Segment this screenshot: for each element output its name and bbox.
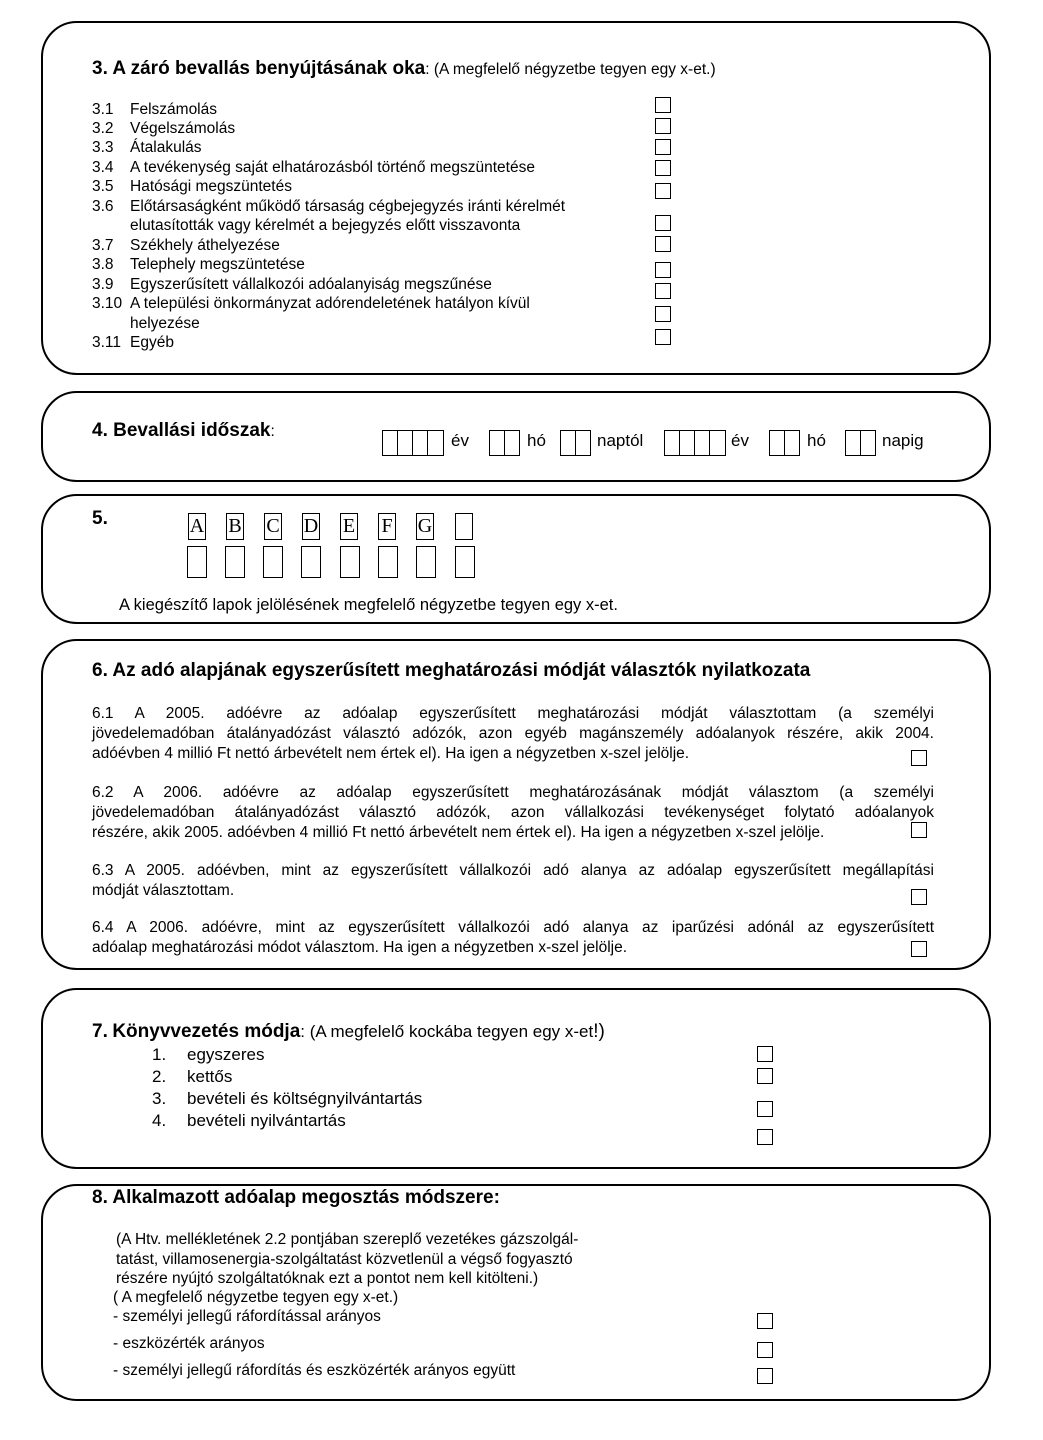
- s3-item-text: Egyéb: [130, 334, 174, 351]
- section-4-colon: :: [270, 423, 275, 440]
- s3-item-text-continued: helyezése: [130, 315, 200, 332]
- s3-item-code: 3.3: [92, 139, 114, 156]
- checkbox-telephely-megszuntetes[interactable]: [655, 262, 671, 278]
- checkbox-vegelszamolas[interactable]: [655, 118, 671, 134]
- section-7-note-end: !): [593, 1021, 605, 1042]
- supplement-checkbox-extra[interactable]: [455, 546, 475, 578]
- s3-item-code: 3.7: [92, 237, 114, 254]
- s3-item-code: 3.10: [92, 295, 123, 312]
- declaration-6-1-line: adóévben 4 millió Ft nettó árbevételt nem értek el). Ha igen a négyzetben x-szel jelölje.: [92, 745, 690, 762]
- bookkeeping-label: bevételi és költségnyilvántartás: [187, 1089, 423, 1108]
- supplement-checkbox-b[interactable]: [225, 546, 245, 578]
- supplement-checkbox-g[interactable]: [416, 546, 436, 578]
- apportionment-checkbox-szemelyi[interactable]: [757, 1313, 773, 1329]
- s3-item-code: 3.8: [92, 256, 114, 273]
- s3-item-text: Székhely áthelyezése: [130, 237, 280, 254]
- supplement-letter-c: C: [264, 513, 282, 540]
- supplement-checkbox-f[interactable]: [378, 546, 398, 578]
- s3-item-code: 3.1: [92, 101, 114, 118]
- from-month-label: hó: [527, 431, 546, 450]
- declaration-6-2-checkbox[interactable]: [911, 822, 927, 838]
- declaration-6-3: [92, 861, 934, 901]
- supplement-checkbox-e[interactable]: [340, 546, 360, 578]
- section-6-title: 6. Az adó alapjának egyszerűsített meghatározási módját választók nyilatkozata: [92, 660, 811, 681]
- section-8-note-line: tatást, villamosenergia-szolgáltatást közvetlenül a végső fogyasztó: [116, 1251, 573, 1268]
- to-month-label: hó: [807, 431, 826, 450]
- declaration-6-4: [92, 918, 934, 958]
- declaration-6-1: [92, 704, 934, 764]
- bookkeeping-label: egyszeres: [187, 1045, 265, 1064]
- declaration-6-2-line: jövedelemadóban átalányadózást választó adózók, azon vállalkozási tevékenységet folytató adóalanyok: [92, 804, 934, 821]
- to-year-input[interactable]: [664, 430, 726, 456]
- from-day-input[interactable]: [560, 430, 591, 456]
- s3-item-text: Telephely megszüntetése: [130, 256, 305, 273]
- checkbox-sajat-megszuntetes[interactable]: [655, 160, 671, 176]
- apportionment-option-label: - személyi jellegű ráfordítás és eszközérték arányos együtt: [113, 1362, 516, 1379]
- section-7-heading: [92, 1021, 605, 1043]
- declaration-6-3-line: módját választottam.: [92, 882, 235, 899]
- from-day-label: naptól: [597, 431, 644, 450]
- to-day-input[interactable]: [845, 430, 876, 456]
- supplement-letter-f: F: [378, 513, 396, 540]
- supplement-checkbox-a[interactable]: [187, 546, 207, 578]
- supplement-letter-d: D: [302, 513, 320, 540]
- bookkeeping-checkbox-kettos[interactable]: [757, 1068, 773, 1084]
- bookkeeping-label: bevételi nyilvántartás: [187, 1111, 346, 1130]
- bookkeeping-checkbox-bevetel[interactable]: [757, 1129, 773, 1145]
- declaration-6-3-checkbox[interactable]: [911, 889, 927, 905]
- from-year-input[interactable]: [382, 430, 444, 456]
- apportionment-checkbox-eszkozertek[interactable]: [757, 1342, 773, 1358]
- s3-item-text: Felszámolás: [130, 101, 217, 118]
- to-year-label: év: [731, 431, 749, 450]
- bookkeeping-label: kettős: [187, 1067, 233, 1086]
- section-3-number: 3.: [92, 58, 108, 79]
- s3-item-code: 3.11: [92, 334, 122, 351]
- s3-item-code: 3.2: [92, 120, 114, 137]
- from-month-input[interactable]: [489, 430, 520, 456]
- apportionment-checkbox-egyutt[interactable]: [757, 1368, 773, 1384]
- section-5-note: A kiegészítő lapok jelölésének megfelelő négyzetbe tegyen egy x-et.: [119, 596, 618, 614]
- apportionment-option-label: - eszközérték arányos: [113, 1335, 265, 1352]
- bookkeeping-checkbox-bevkolt[interactable]: [757, 1101, 773, 1117]
- section-8-note-line: ( A megfelelő négyzetbe tegyen egy x-et.): [113, 1289, 399, 1306]
- s3-item-text: Átalakulás: [130, 139, 202, 156]
- s3-item-text: Hatósági megszüntetés: [130, 178, 292, 195]
- declaration-6-2: [92, 783, 934, 843]
- declaration-6-4-line: 6.4 A 2006. adóévre, mint az egyszerűsített vállalkozói adó alanya az iparűzési adónál az egyszerűsített: [92, 919, 934, 936]
- section-3-heading: [92, 58, 716, 80]
- bookkeeping-code: 2.: [152, 1067, 167, 1086]
- declaration-6-1-line: jövedelemadóban átalányadózást választó adózók, azon egyéb magánszemély adóalanyok részére, akik 2004.: [92, 725, 934, 742]
- section-3-title: A záró bevallás benyújtásának oka: [112, 58, 426, 79]
- to-month-input[interactable]: [769, 430, 800, 456]
- checkbox-egyeb[interactable]: [655, 329, 671, 345]
- section-7-number: 7.: [92, 1021, 108, 1042]
- bookkeeping-code: 3.: [152, 1089, 167, 1108]
- declaration-6-1-checkbox[interactable]: [911, 750, 927, 766]
- s3-item-text: A tevékenység saját elhatározásból történő megszüntetése: [130, 159, 535, 176]
- section-7-note: : (A megfelelő kockába tegyen egy x-et: [300, 1022, 594, 1041]
- s3-item-text: Előtársaságként működő társaság cégbejegyzés iránti kérelmét: [130, 198, 566, 215]
- section-8-note-line: részére nyújtó szolgáltatóknak ezt a pontot nem kell kitölteni.): [116, 1270, 539, 1287]
- apportionment-option-label: - személyi jellegű ráfordítással arányos: [113, 1308, 381, 1325]
- to-day-label: napig: [882, 431, 924, 450]
- supplement-letter-b: B: [226, 513, 244, 540]
- s3-item-code: 3.9: [92, 276, 114, 293]
- checkbox-elotarsasag[interactable]: [655, 215, 671, 231]
- section-3-note: : (A megfelelő négyzetbe tegyen egy x-et.): [425, 61, 716, 78]
- checkbox-szekhely-athelyezes[interactable]: [655, 236, 671, 252]
- supplement-checkbox-c[interactable]: [263, 546, 283, 578]
- s3-item-text-continued: elutasították vagy kérelmét a bejegyzés előtt visszavonta: [130, 217, 521, 234]
- declaration-6-4-checkbox[interactable]: [911, 941, 927, 957]
- supplement-letter-e: E: [340, 513, 358, 540]
- bookkeeping-code: 1.: [152, 1045, 167, 1064]
- checkbox-hatosagi-megszuntetes[interactable]: [655, 183, 671, 199]
- section-7-title: Könyvvezetés módja: [112, 1021, 301, 1042]
- declaration-6-3-line: 6.3 A 2005. adóévben, mint az egyszerűsített vállalkozói adó alanya az adóalap egyszerűsített megállapítási: [92, 862, 934, 879]
- declaration-6-1-line: 6.1 A 2005. adóévre az adóalap egyszerűsített meghatározási módját választottam (a személyi: [92, 705, 934, 722]
- section-8-note-line: (A Htv. mellékletének 2.2 pontjában szereplő vezetékes gázszolgál-: [116, 1231, 579, 1248]
- declaration-6-2-line: részére, akik 2005. adóévben 4 millió Ft nettó árbevételt nem értek el). Ha igen a négyzetben x-szel jelölje.: [92, 824, 825, 841]
- declaration-6-2-line: 6.2 A 2006. adóévre az adóalap egyszerűsített meghatározásának módját választom (a személyi: [92, 784, 934, 801]
- s3-item-text: Végelszámolás: [130, 120, 236, 137]
- declaration-6-4-line: adóalap meghatározási módot választom. Ha igen a négyzetben x-szel jelölje.: [92, 939, 628, 956]
- supplement-letter-g: G: [416, 513, 434, 540]
- supplement-letter-blank: [455, 513, 473, 540]
- s3-item-code: 3.4: [92, 159, 114, 176]
- section-4-title: 4. Bevallási időszak: [92, 420, 271, 441]
- checkbox-felszamolas[interactable]: [655, 97, 671, 113]
- bookkeeping-code: 4.: [152, 1111, 167, 1130]
- s3-item-text: Egyszerűsített vállalkozói adóalanyiság megszűnése: [130, 276, 492, 293]
- checkbox-adorendelet-hatalyon-kivul[interactable]: [655, 306, 671, 322]
- checkbox-eva-megszunes[interactable]: [655, 283, 671, 299]
- supplement-checkbox-d[interactable]: [301, 546, 321, 578]
- section-7-panel: [41, 988, 991, 1169]
- s3-item-code: 3.5: [92, 178, 114, 195]
- supplement-letter-a: A: [188, 513, 206, 540]
- section-5-number: 5.: [92, 508, 108, 529]
- section-8-title: 8. Alkalmazott adóalap megosztás módszere:: [92, 1187, 500, 1208]
- s3-item-text: A települési önkormányzat adórendeletének hatályon kívül: [130, 295, 530, 312]
- period-date-fields: [0, 417, 1043, 457]
- from-year-label: év: [451, 431, 469, 450]
- bookkeeping-checkbox-egyszeres[interactable]: [757, 1046, 773, 1062]
- checkbox-atalakulas[interactable]: [655, 139, 671, 155]
- s3-item-code: 3.6: [92, 198, 114, 215]
